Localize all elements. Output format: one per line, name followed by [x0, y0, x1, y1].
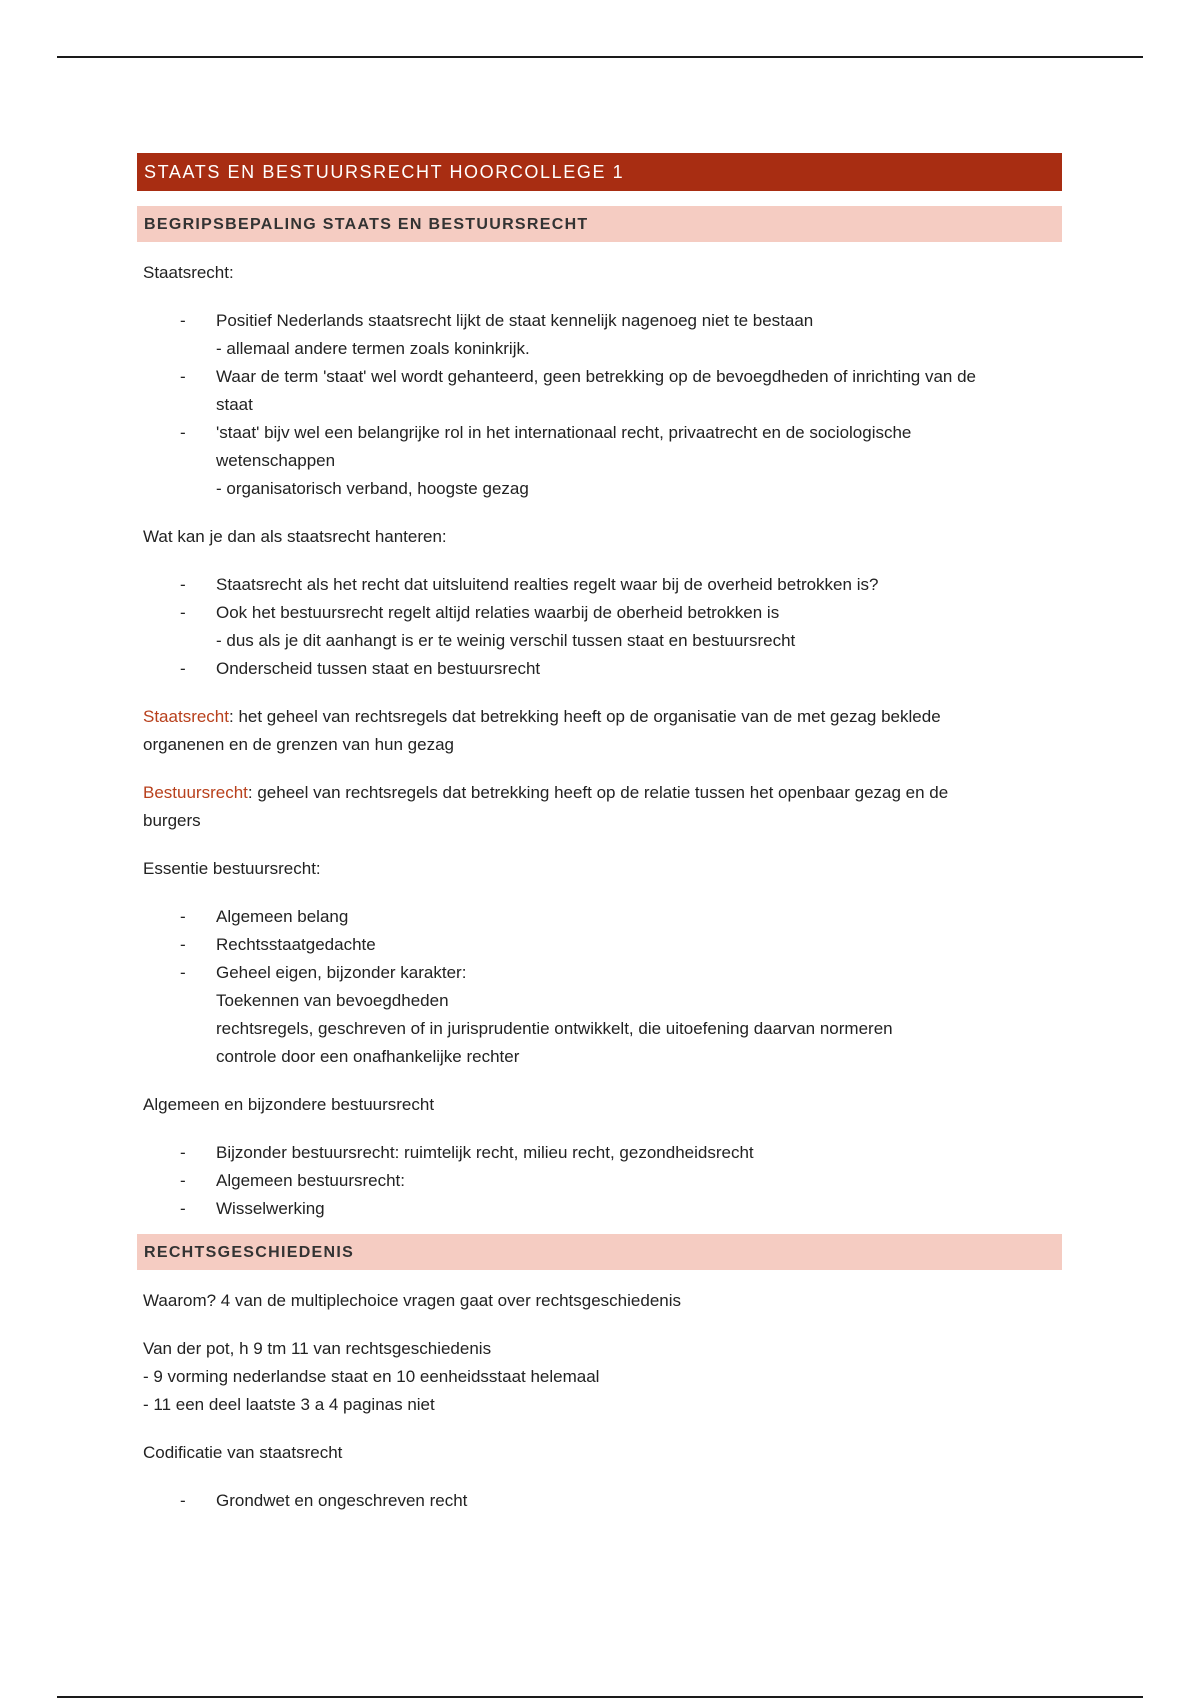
bullet-dash: -	[180, 963, 186, 982]
vanderpot-paragraph	[137, 1335, 1062, 1419]
list-item	[137, 1167, 1062, 1195]
list-item-text: Bijzonder bestuursrecht: ruimtelijk recht, milieu recht, gezondheidsrecht	[216, 1143, 754, 1162]
list-item-text: Onderscheid tussen staat en bestuursrecht	[216, 659, 541, 678]
bullet-dash: -	[180, 311, 186, 330]
list-item-text: Grondwet en ongeschreven recht	[216, 1491, 468, 1510]
bullet-list	[137, 307, 1062, 503]
essentie-label: Essentie bestuursrecht:	[143, 859, 321, 878]
definition-text: : geheel van rechtsregels dat betrekking heeft op de relatie tussen het openbaar gezag en de	[247, 783, 949, 802]
bullet-dash: -	[180, 575, 186, 594]
document-body	[137, 153, 1062, 1515]
bullet-dash: -	[180, 1491, 186, 1510]
list-item-text: rechtsregels, geschreven of in jurisprudentie ontwikkelt, die uitoefening daarvan normeren	[216, 1019, 893, 1038]
list-item-text: Positief Nederlands staatsrecht lijkt de staat kennelijk nagenoeg niet te bestaan	[216, 311, 814, 330]
list-item-text: Waar de term 'staat' wel wordt gehanteerd, geen betrekking op de bevoegdheden of inrichting van de	[216, 367, 977, 386]
term-bestuursrecht: Bestuursrecht	[143, 783, 248, 802]
list-item-text: Algemeen bestuursrecht:	[216, 1171, 405, 1190]
bullet-list	[137, 903, 1062, 1071]
definition-text: burgers	[143, 811, 201, 830]
list-item-text: Ook het bestuursrecht regelt altijd relaties waarbij de oberheid betrokken is	[216, 603, 780, 622]
list-item-text: Toekennen van bevoegdheden	[216, 991, 449, 1010]
list-item-text: Geheel eigen, bijzonder karakter:	[216, 963, 467, 982]
list-item	[137, 655, 1062, 683]
list-item-text: Algemeen belang	[216, 907, 349, 926]
list-item-text: - organisatorisch verband, hoogste gezag	[216, 479, 529, 498]
list-item	[137, 571, 1062, 599]
definition-staatsrecht	[137, 703, 1062, 759]
paragraph-line: - 11 een deel laatste 3 a 4 paginas niet	[143, 1395, 435, 1414]
bullet-list	[137, 571, 1062, 683]
list-item	[137, 363, 1062, 419]
list-item-text: 'staat' bijv wel een belangrijke rol in het internationaal recht, privaatrecht en de sociologische	[216, 423, 912, 442]
list-item	[137, 903, 1062, 931]
footer-rule	[57, 1696, 1143, 1698]
codificatie-label: Codificatie van staatsrecht	[143, 1443, 343, 1462]
paragraph-line: - 9 vorming nederlandse staat en 10 eenheidsstaat helemaal	[143, 1367, 600, 1386]
waarom-paragraph: Waarom? 4 van de multiplechoice vragen gaat over rechtsgeschiedenis	[143, 1291, 681, 1310]
bullet-dash: -	[180, 659, 186, 678]
list-item	[137, 599, 1062, 655]
list-item	[137, 1195, 1062, 1223]
algemeen-label: Algemeen en bijzondere bestuursrecht	[143, 1095, 435, 1114]
bullet-list	[137, 1139, 1062, 1223]
list-item-text: staat	[216, 395, 253, 414]
list-item-text: wetenschappen	[216, 451, 336, 470]
list-item	[137, 931, 1062, 959]
section-heading-rechtsgeschiedenis: RECHTSGESCHIEDENIS	[137, 1234, 1062, 1270]
bullet-dash: -	[180, 1143, 186, 1162]
list-item	[137, 307, 1062, 363]
bullet-dash: -	[180, 1171, 186, 1190]
definition-bestuursrecht	[137, 779, 1062, 835]
bullet-dash: -	[180, 603, 186, 622]
bullet-list	[137, 1487, 1062, 1515]
list-item-text: Wisselwerking	[216, 1199, 325, 1218]
list-item-text: Staatsrecht als het recht dat uitsluitend realties regelt waar bij de overheid betrokken is?	[216, 575, 879, 594]
section-heading-begripsbepaling: BEGRIPSBEPALING STAATS EN BESTUURSRECHT	[137, 206, 1062, 242]
bullet-dash: -	[180, 367, 186, 386]
bullet-dash: -	[180, 1199, 186, 1218]
list-item-text: Rechtsstaatgedachte	[216, 935, 376, 954]
bullet-dash: -	[180, 423, 186, 442]
definition-text: organenen en de grenzen van hun gezag	[143, 735, 454, 754]
document-title: STAATS EN BESTUURSRECHT HOORCOLLEGE 1	[137, 153, 1062, 191]
list-item	[137, 419, 1062, 503]
question-paragraph: Wat kan je dan als staatsrecht hanteren:	[143, 527, 447, 546]
term-staatsrecht: Staatsrecht	[143, 707, 229, 726]
staatsrecht-label: Staatsrecht:	[143, 263, 234, 282]
bullet-dash: -	[180, 907, 186, 926]
list-item	[137, 1139, 1062, 1167]
list-item-text: - allemaal andere termen zoals koninkrijk.	[216, 339, 530, 358]
list-item-text: - dus als je dit aanhangt is er te weinig verschil tussen staat en bestuursrecht	[216, 631, 796, 650]
list-item-text: controle door een onafhankelijke rechter	[216, 1047, 520, 1066]
paragraph-line: Van der pot, h 9 tm 11 van rechtsgeschiedenis	[143, 1339, 492, 1358]
bullet-dash: -	[180, 935, 186, 954]
list-item	[137, 1487, 1062, 1515]
header-rule	[57, 56, 1143, 58]
list-item	[137, 959, 1062, 1071]
definition-text: : het geheel van rechtsregels dat betrekking heeft op de organisatie van de met gezag beklede	[229, 707, 941, 726]
